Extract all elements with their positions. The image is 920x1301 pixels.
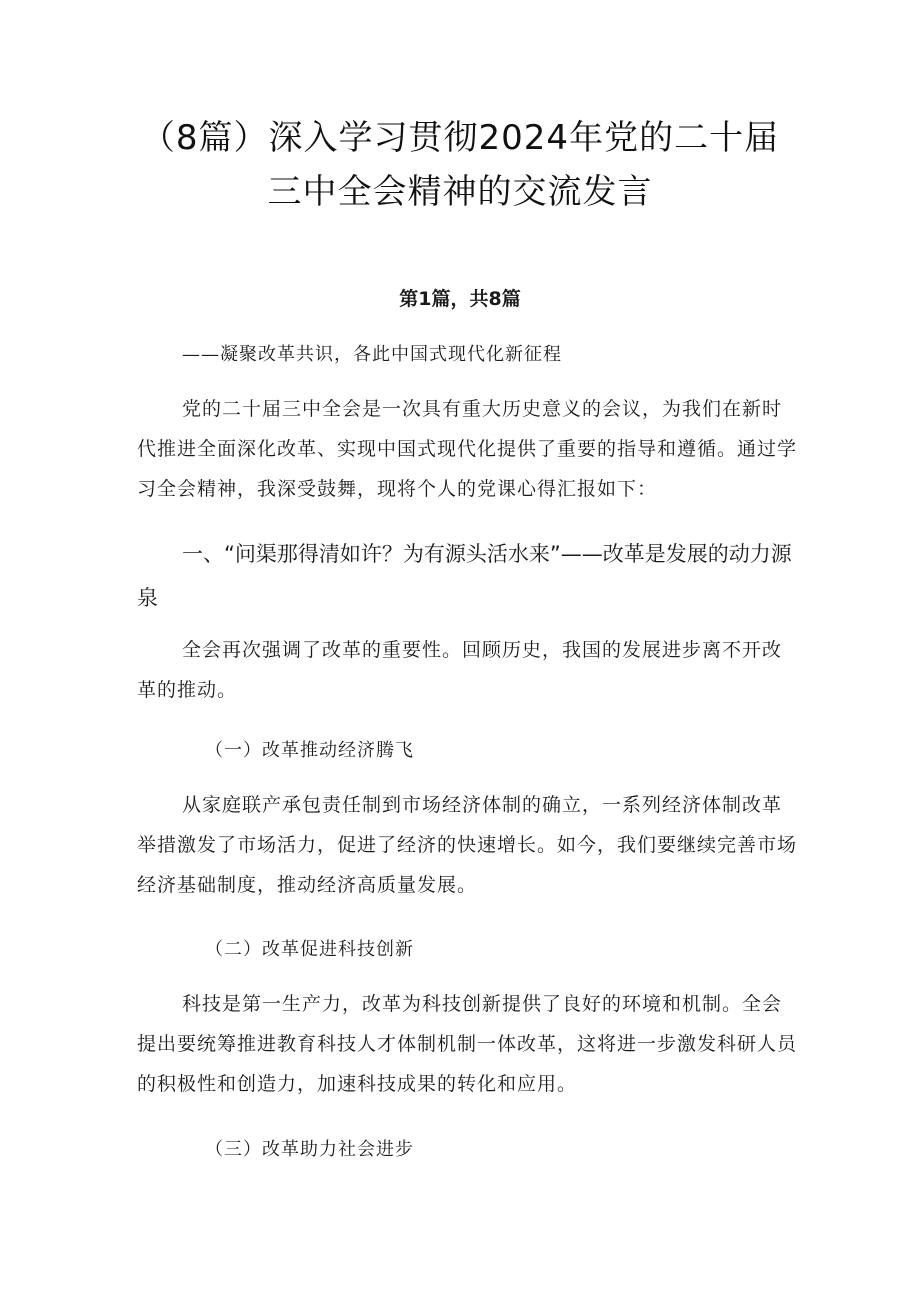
document-title-line-1: （8篇）深入学习贯彻2024年党的二十届 [140, 118, 780, 158]
subsection-2-paragraph: 科技是第一生产力，改革为科技创新提供了良好的环境和机制。全会提出要统筹推进教育科技人才体制机制一体改革，这将进一步激发科研人员的积极性和创造力，加速科技成果的转化和应用。 [137, 993, 798, 1095]
subsection-1-heading: （一）改革推动经济腾飞 [205, 740, 414, 761]
section-1-paragraph: 全会再次强调了改革的重要性。回顾历史，我国的发展进步离不开改革的推动。 [137, 639, 783, 701]
document-title-line-2: 三中全会精神的交流发言 [267, 172, 653, 212]
intro-paragraph: 党的二十届三中全会是一次具有重大历史意义的会议，为我们在新时代推进全面深化改革、实现中国式现代化提供了重要的指导和遵循。通过学习全会精神，我深受鼓舞，现将个人的党课心得汇报如下： [137, 398, 798, 500]
subtitle: ——凝聚改革共识，各此中国式现代化新征程 [182, 344, 562, 365]
subsection-3-heading: （三）改革助力社会进步 [205, 1139, 414, 1160]
subsection-1-paragraph: 从家庭联产承包责任制到市场经济体制的确立，一系列经济体制改革举措激发了市场活力，促进了经济的快速增长。如今，我们要继续完善市场经济基础制度，推动经济高质量发展。 [137, 794, 798, 896]
subsection-2-heading: （二）改革促进科技创新 [205, 939, 414, 960]
section-1-heading: 一、“问渠那得清如许？为有源头活水来”——改革是发展的动力源泉 [137, 542, 792, 610]
part-label: 第1篇，共8篇 [399, 288, 521, 310]
